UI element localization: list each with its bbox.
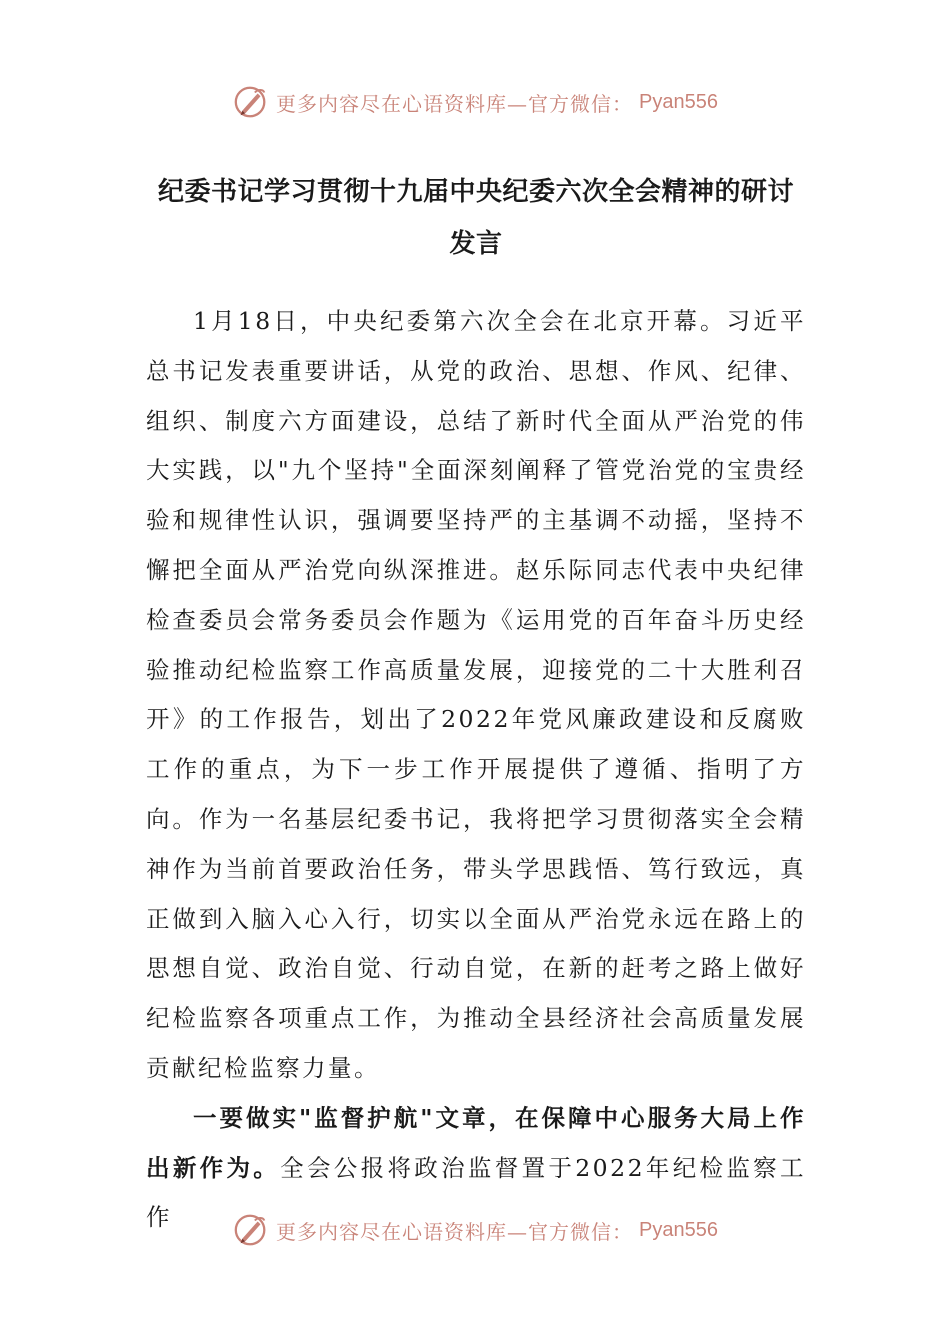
banner-wechat-id: Pyan556 bbox=[639, 1218, 718, 1241]
banner-wechat-id: Pyan556 bbox=[639, 90, 718, 113]
pen-logo-icon bbox=[232, 1211, 270, 1249]
banner-text: 更多内容尽在心语资料库—官方微信： bbox=[276, 91, 634, 116]
document-title: 纪委书记学习贯彻十九届中央纪委六次全会精神的研讨发言 bbox=[157, 177, 794, 259]
paragraph bbox=[146, 297, 806, 1094]
banner-text: 更多内容尽在心语资料库—官方微信： bbox=[276, 1219, 634, 1244]
paragraph-lead: 一要做实"监督护航"文章，在保障中心服务大局上作出新作为。 bbox=[146, 1103, 806, 1182]
pen-logo-icon bbox=[232, 83, 270, 121]
header-watermark-banner bbox=[0, 80, 950, 124]
document-body bbox=[146, 297, 806, 1243]
paragraph-text: 全会公报将政治监督置于2022年纪检监察工作 bbox=[146, 1153, 806, 1232]
footer-watermark-banner bbox=[0, 1208, 950, 1252]
paragraph-text: 1月18日，中央纪委第六次全会在北京开幕。习近平总书记发表重要讲话，从党的政治、思想、作风、纪律、组织、制度六方面建设，总结了新时代全面从严治党的伟大实践，以"九个坚持"全面深刻阐释了管党治党的宝贵经验和规律性认识，强调要坚持严的主基调不动摇，坚持不懈把全面从严治党向纵深推进。赵乐际同志代表中央纪律检查委员会常务委员会作题为《运用党的百年奋斗历史经验推动纪检监察工作高质量发展，迎接党的二十大胜利召开》的工作报告，划出了2022年党风廉政建设和反腐败工作的重点，为下一步工作开展提供了遵循、指明了方向。作为一名基层纪委书记，我将把学习贯彻落实全会精神作为当前首要政治任务，带头学思践悟、笃行致远，真正做到入脑入心入行，切实以全面从严治党永远在路上的思想自觉、政治自觉、行动自觉，在新的赶考之路上做好纪检监察各项重点工作，为推动全县经济社会高质量发展贡献纪检监察力量。 bbox=[146, 307, 806, 1082]
